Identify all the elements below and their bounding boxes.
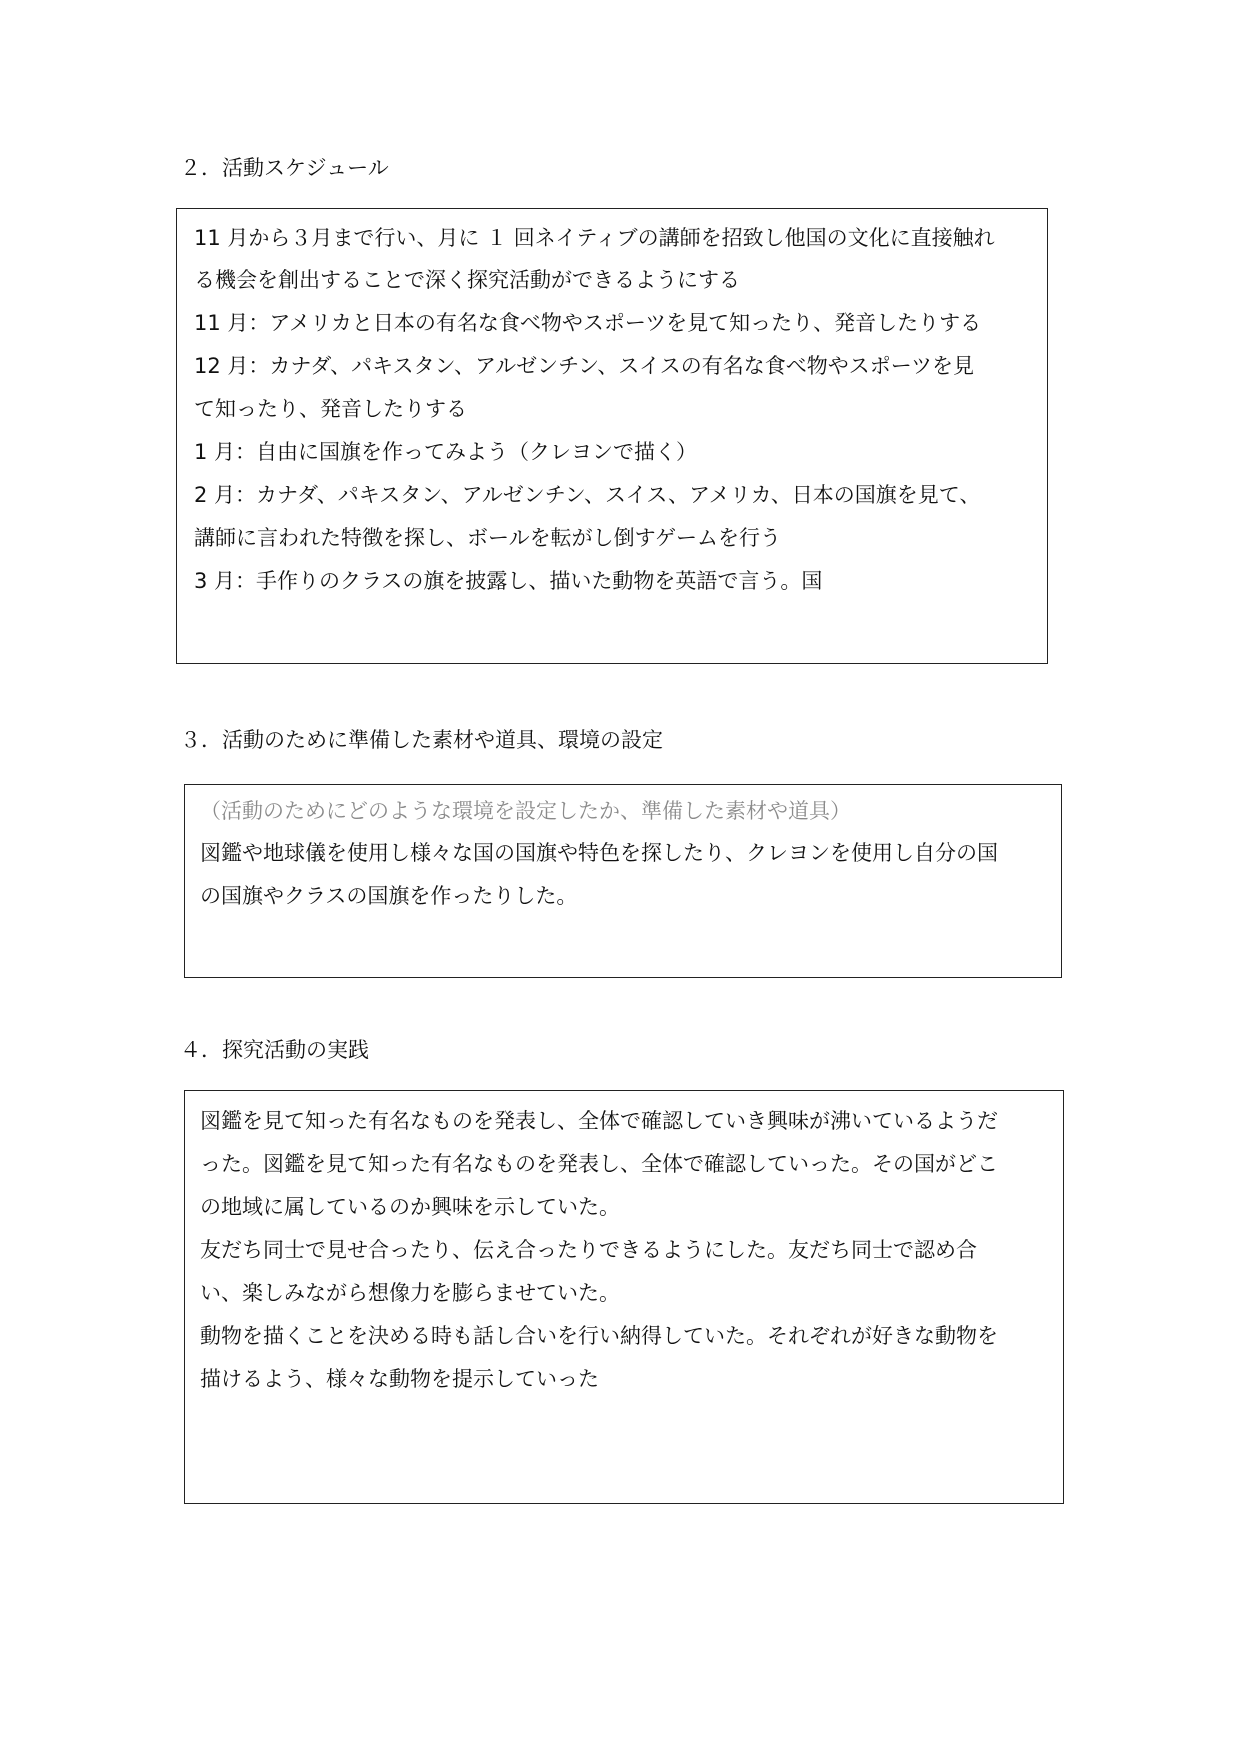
section4-line: 動物を描くことを決める時も話し合いを行い納得していた。それぞれが好きな動物を bbox=[200, 1324, 998, 1348]
section4-line: 友だち同士で見せ合ったり、伝え合ったりできるようにした。友だち同士で認め合 bbox=[200, 1238, 977, 1262]
section4-line: の地域に属しているのか興味を示していた。 bbox=[200, 1195, 620, 1219]
section2-line: る機会を創出することで深く探究活動ができるようにする bbox=[194, 268, 740, 292]
section2-line: 12 月：カナダ、パキスタン、アルゼンチン、スイスの有名な食べ物やスポーツを見 bbox=[194, 354, 974, 378]
section2-line: 11 月から３月まで行い、月に １ 回ネイティブの講師を招致し他国の文化に直接触れ bbox=[194, 226, 995, 250]
section4-line: った。図鑑を見て知った有名なものを発表し、全体で確認していった。その国がどこ bbox=[200, 1152, 998, 1176]
section3-line: の国旗やクラスの国旗を作ったりした。 bbox=[200, 884, 578, 908]
section4-line: 描けるよう、様々な動物を提示していった bbox=[200, 1367, 599, 1391]
section3-heading: ３．活動のために準備した素材や道具、環境の設定 bbox=[180, 728, 663, 752]
section2-line: て知ったり、発音したりする bbox=[194, 397, 467, 421]
section4-line: 図鑑を見て知った有名なものを発表し、全体で確認していき興味が沸いているようだ bbox=[200, 1109, 998, 1133]
section4-heading: ４．探究活動の実践 bbox=[180, 1038, 369, 1062]
section2-line: 講師に言われた特徴を探し、ボールを転がし倒すゲームを行う bbox=[194, 526, 781, 550]
section2-line: 11 月：アメリカと日本の有名な食べ物やスポーツを見て知ったり、発音したりする bbox=[194, 311, 982, 335]
section4-line: い、楽しみながら想像力を膨らませていた。 bbox=[200, 1281, 620, 1305]
section2-line: 1 月：自由に国旗を作ってみよう（クレヨンで描く） bbox=[194, 440, 698, 464]
section2-line: 2 月：カナダ、パキスタン、アルゼンチン、スイス、アメリカ、日本の国旗を見て、 bbox=[194, 483, 981, 507]
section2-line: 3 月：手作りのクラスの旗を披露し、描いた動物を英語で言う。国 bbox=[194, 569, 823, 593]
section3-hint: （活動のためにどのような環境を設定したか、準備した素材や道具） bbox=[200, 799, 851, 823]
section3-line: 図鑑や地球儀を使用し様々な国の国旗や特色を探したり、クレヨンを使用し自分の国 bbox=[200, 841, 998, 865]
section2-heading: ２．活動スケジュール bbox=[180, 156, 389, 180]
